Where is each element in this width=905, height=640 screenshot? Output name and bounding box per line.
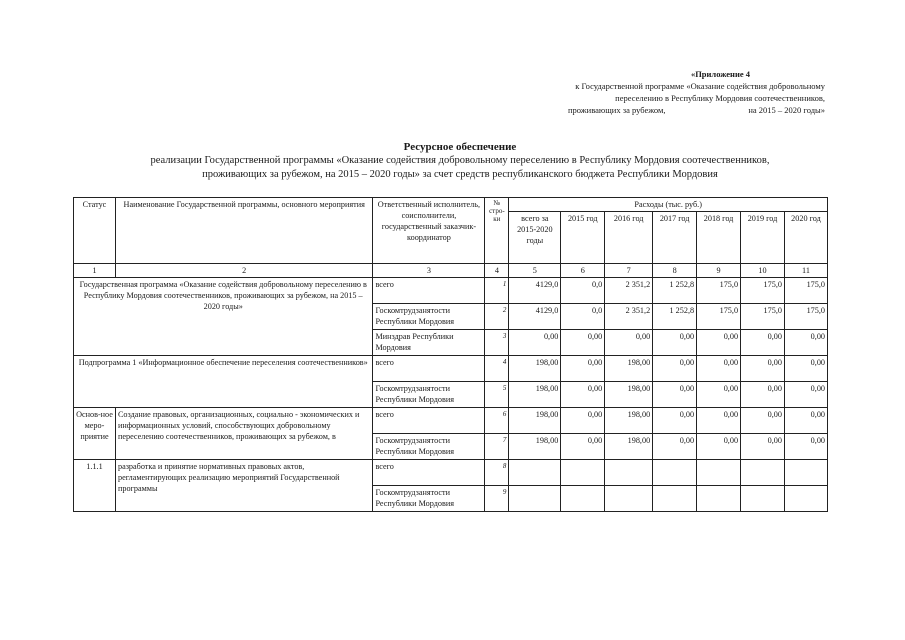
appendix-line-1: к Государственной программе «Оказание содействия добровольному xyxy=(575,81,825,91)
value-cell xyxy=(784,460,827,486)
header-2019: 2019 год xyxy=(741,212,785,264)
col-number: 11 xyxy=(784,264,827,278)
value-cell: 0,0 xyxy=(561,304,605,330)
value-cell: 175,0 xyxy=(784,304,827,330)
responsible-cell: всего xyxy=(373,278,485,304)
value-cell: 198,00 xyxy=(509,434,561,460)
document-subtitle-1: реализации Государственной программы «Оказание содействия добровольному переселению в Республику Мордовия соотечественников, xyxy=(150,155,770,166)
responsible-cell: всего xyxy=(373,460,485,486)
header-2016: 2016 год xyxy=(605,212,653,264)
activity-name: разработка и принятие нормативных правовых актов, регламентирующих реализацию мероприятий Государственной программы xyxy=(115,460,373,512)
col-number: 1 xyxy=(74,264,116,278)
line-number: 9 xyxy=(485,486,509,512)
value-cell: 0,00 xyxy=(741,434,785,460)
value-cell: 198,00 xyxy=(605,356,653,382)
value-cell: 0,0 xyxy=(561,278,605,304)
value-cell xyxy=(509,486,561,512)
value-cell: 0,00 xyxy=(561,330,605,356)
value-cell: 0,00 xyxy=(653,356,697,382)
line-number: 2 xyxy=(485,304,509,330)
value-cell: 0,00 xyxy=(784,330,827,356)
value-cell: 0,00 xyxy=(741,356,785,382)
value-cell: 1 252,8 xyxy=(653,278,697,304)
value-cell: 0,00 xyxy=(653,382,697,408)
value-cell xyxy=(605,486,653,512)
value-cell: 198,00 xyxy=(605,382,653,408)
document-title: Ресурсное обеспечение xyxy=(403,141,517,153)
value-cell: 0,00 xyxy=(697,356,741,382)
value-cell xyxy=(697,486,741,512)
appendix-title: «Приложение 4 xyxy=(690,69,750,79)
value-cell: 0,00 xyxy=(741,382,785,408)
responsible-cell: Госкомтрудзанятости Республики Мордовия xyxy=(373,434,485,460)
value-cell: 198,00 xyxy=(605,408,653,434)
value-cell: 0,00 xyxy=(561,382,605,408)
col-number: 4 xyxy=(485,264,509,278)
value-cell: 0,00 xyxy=(741,408,785,434)
col-number: 7 xyxy=(605,264,653,278)
line-number: 7 xyxy=(485,434,509,460)
value-cell: 175,0 xyxy=(697,278,741,304)
value-cell: 0,00 xyxy=(697,382,741,408)
value-cell: 4129,0 xyxy=(509,304,561,330)
responsible-cell: всего xyxy=(373,408,485,434)
value-cell: 4129,0 xyxy=(509,278,561,304)
line-number: 6 xyxy=(485,408,509,434)
value-cell: 0,00 xyxy=(697,408,741,434)
value-cell xyxy=(697,460,741,486)
responsible-cell: Госкомтрудзанятости Республики Мордовия xyxy=(373,486,485,512)
column-numbers-row xyxy=(74,264,828,278)
main-activity-status: Основ-ное меро-приятие xyxy=(74,408,116,460)
responsible-cell: Минздрав Республики Мордовия xyxy=(373,330,485,356)
responsible-cell: всего xyxy=(373,356,485,382)
appendix-line-2: переселению в Республику Мордовия соотечественников, xyxy=(615,93,825,103)
appendix-line-3: проживающих за рубежом, на 2015 – 2020 годы» xyxy=(567,105,825,115)
responsible-cell: Госкомтрудзанятости Республики Мордовия xyxy=(373,304,485,330)
document-subtitle-2: проживающих за рубежом, на 2015 – 2020 годы» за счет средств республиканского бюджета Республики Мордовия xyxy=(202,169,718,180)
header-expenses: Расходы (тыс. руб.) xyxy=(509,198,828,212)
value-cell xyxy=(653,486,697,512)
col-number: 9 xyxy=(697,264,741,278)
main-activity-name: Создание правовых, организационных, социально - экономических и информационных условий, способствующих добровольному переселению соотечественников, проживающих за рубежом, в xyxy=(115,408,373,460)
value-cell: 0,00 xyxy=(561,434,605,460)
value-cell: 175,0 xyxy=(741,278,785,304)
line-number: 3 xyxy=(485,330,509,356)
value-cell xyxy=(741,486,785,512)
value-cell: 0,00 xyxy=(653,408,697,434)
value-cell: 198,00 xyxy=(605,434,653,460)
table-header-row-1 xyxy=(74,198,828,212)
header-line-no: № стро-ки xyxy=(485,198,509,264)
value-cell xyxy=(653,460,697,486)
value-cell: 175,0 xyxy=(784,278,827,304)
resource-table xyxy=(73,197,828,512)
header-2018: 2018 год xyxy=(697,212,741,264)
value-cell: 2 351,2 xyxy=(605,304,653,330)
document-heading xyxy=(60,140,860,182)
value-cell: 0,00 xyxy=(653,330,697,356)
value-cell: 1 252,8 xyxy=(653,304,697,330)
value-cell: 0,00 xyxy=(605,330,653,356)
value-cell: 0,00 xyxy=(784,434,827,460)
header-status: Статус xyxy=(74,198,116,264)
table-row xyxy=(74,460,828,486)
header-responsible: Ответственный исполнитель, соисполнители, государственный заказчик-координатор xyxy=(373,198,485,264)
value-cell: 0,00 xyxy=(561,356,605,382)
table-row xyxy=(74,278,828,304)
table-row xyxy=(74,408,828,434)
col-number: 8 xyxy=(653,264,697,278)
value-cell: 0,00 xyxy=(697,330,741,356)
responsible-cell: Госкомтрудзанятости Республики Мордовия xyxy=(373,382,485,408)
header-2020: 2020 год xyxy=(784,212,827,264)
col-number: 2 xyxy=(115,264,373,278)
value-cell: 0,00 xyxy=(784,356,827,382)
col-number: 3 xyxy=(373,264,485,278)
header-2017: 2017 год xyxy=(653,212,697,264)
value-cell xyxy=(784,486,827,512)
value-cell: 198,00 xyxy=(509,356,561,382)
value-cell: 0,00 xyxy=(509,330,561,356)
value-cell: 0,00 xyxy=(561,408,605,434)
activity-status: 1.1.1 xyxy=(74,460,116,512)
appendix-note xyxy=(495,68,825,116)
col-number: 10 xyxy=(741,264,785,278)
value-cell xyxy=(509,460,561,486)
header-2015: 2015 год xyxy=(561,212,605,264)
line-number: 8 xyxy=(485,460,509,486)
program-name: Государственная программа «Оказание содействия добровольному переселению в Республику Мордовия соотечественников, проживающих за рубежом, на 2015 – 2020 годы» xyxy=(74,278,373,356)
value-cell: 175,0 xyxy=(741,304,785,330)
value-cell: 0,00 xyxy=(784,408,827,434)
value-cell: 0,00 xyxy=(697,434,741,460)
value-cell xyxy=(605,460,653,486)
value-cell: 0,00 xyxy=(741,330,785,356)
subprogram-name: Подпрограмма 1 «Информационное обеспечение переселения соотечественников» xyxy=(74,356,373,408)
line-number: 5 xyxy=(485,382,509,408)
value-cell: 0,00 xyxy=(653,434,697,460)
value-cell: 0,00 xyxy=(784,382,827,408)
value-cell xyxy=(741,460,785,486)
header-name: Наименование Государственной программы, основного мероприятия xyxy=(115,198,373,264)
value-cell: 198,00 xyxy=(509,408,561,434)
col-number: 6 xyxy=(561,264,605,278)
value-cell xyxy=(561,460,605,486)
value-cell: 2 351,2 xyxy=(605,278,653,304)
value-cell xyxy=(561,486,605,512)
col-number: 5 xyxy=(509,264,561,278)
table-row xyxy=(74,356,828,382)
value-cell: 175,0 xyxy=(697,304,741,330)
header-total: всего за 2015-2020 годы xyxy=(509,212,561,264)
value-cell: 198,00 xyxy=(509,382,561,408)
line-number: 4 xyxy=(485,356,509,382)
line-number: 1 xyxy=(485,278,509,304)
